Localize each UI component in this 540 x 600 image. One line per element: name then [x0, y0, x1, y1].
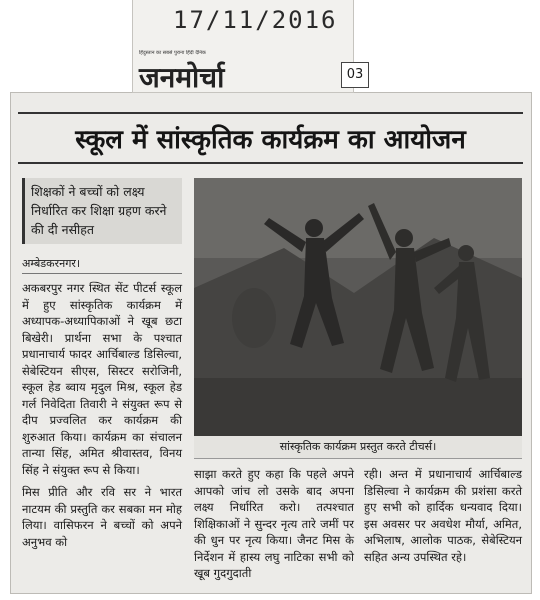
article-kicker: शिक्षकों ने बच्चों को लक्ष्य निर्धारित कर शिक्षा ग्रहण करने की दी नसीहत — [22, 178, 182, 244]
newspaper-name: जनमोर्चा — [139, 61, 225, 94]
article-photo — [194, 178, 522, 436]
paragraph: अकबरपुर नगर स्थित सेंट पीटर्स स्कूल में हुए सांस्कृतिक कार्यक्रम में अध्यापक-अध्यापिकाओं ने खूब छटा बिखेरी। प्रार्थना सभा के पश्चात प्रधानाचार्य फादर आर्चिबाल्ड डिसिल्वा, सेबेस्टियन सीएस, सिस्टर सरोजिनी, स्कूल हेड ब्वाय मृदुल मिश्र, स्कूल हेड गर्ल निवेदिता तिवारी ने संयुक्त रूप से दीप प्रज्वलित कर कार्यक्रम की शुरुआत किया। कार्यक्रम का संचालन तान्या सिंह, अमित श्रीवास्तव, विनय सिंह ने संयुक्त रूप से किया। — [22, 281, 182, 477]
photo-caption: सांस्कृतिक कार्यक्रम प्रस्तुत करते टीचर्स। — [194, 436, 522, 459]
article-dateline: अम्बेडकरनगर। — [22, 256, 182, 274]
paragraph: मिस प्रीति और रवि सर ने भारत नाटयम की प्रस्तुति कर सबका मन मोह लिया। वासिफरन ने बच्चों को अपने अनुभव को — [22, 485, 182, 549]
article-column-2: साझा करते हुए कहा कि पहले अपने आपको जांच लो उसके बाद अपना लक्ष्य निर्धारित करो। तत्पश्चात शिक्षिकाओं ने सुन्दर नृत्य तारे जमीं पर की धुन पर नृत्य किया। जैनट मिस के निर्देशन में हास्य लघु नाटिका सभी को खूब गुदगुदाती — [194, 467, 354, 580]
page-number: 03 — [341, 62, 369, 88]
article-headline: स्कूल में सांस्कृतिक कार्यक्रम का आयोजन — [18, 112, 523, 164]
masthead — [132, 0, 364, 94]
handwritten-date: 17/11/2016 — [173, 6, 338, 34]
masthead-tagline: हिंदुस्तान का सबसे पुराना हिंदी दैनिक — [139, 50, 206, 56]
article-column-1 — [22, 280, 182, 556]
article-column-3: रही। अन्त में प्रधानाचार्य आर्चिबाल्ड डिसिल्वा ने कार्यक्रम की प्रशंसा करते हुए सभी को हार्दिक धन्यवाद दिया। इस अवसर पर अवधेश मौर्या, अमित, अभिलाष, आलोक पाठक, सेबेस्टियन सहित अन्य उपस्थित रहे। — [364, 467, 522, 564]
